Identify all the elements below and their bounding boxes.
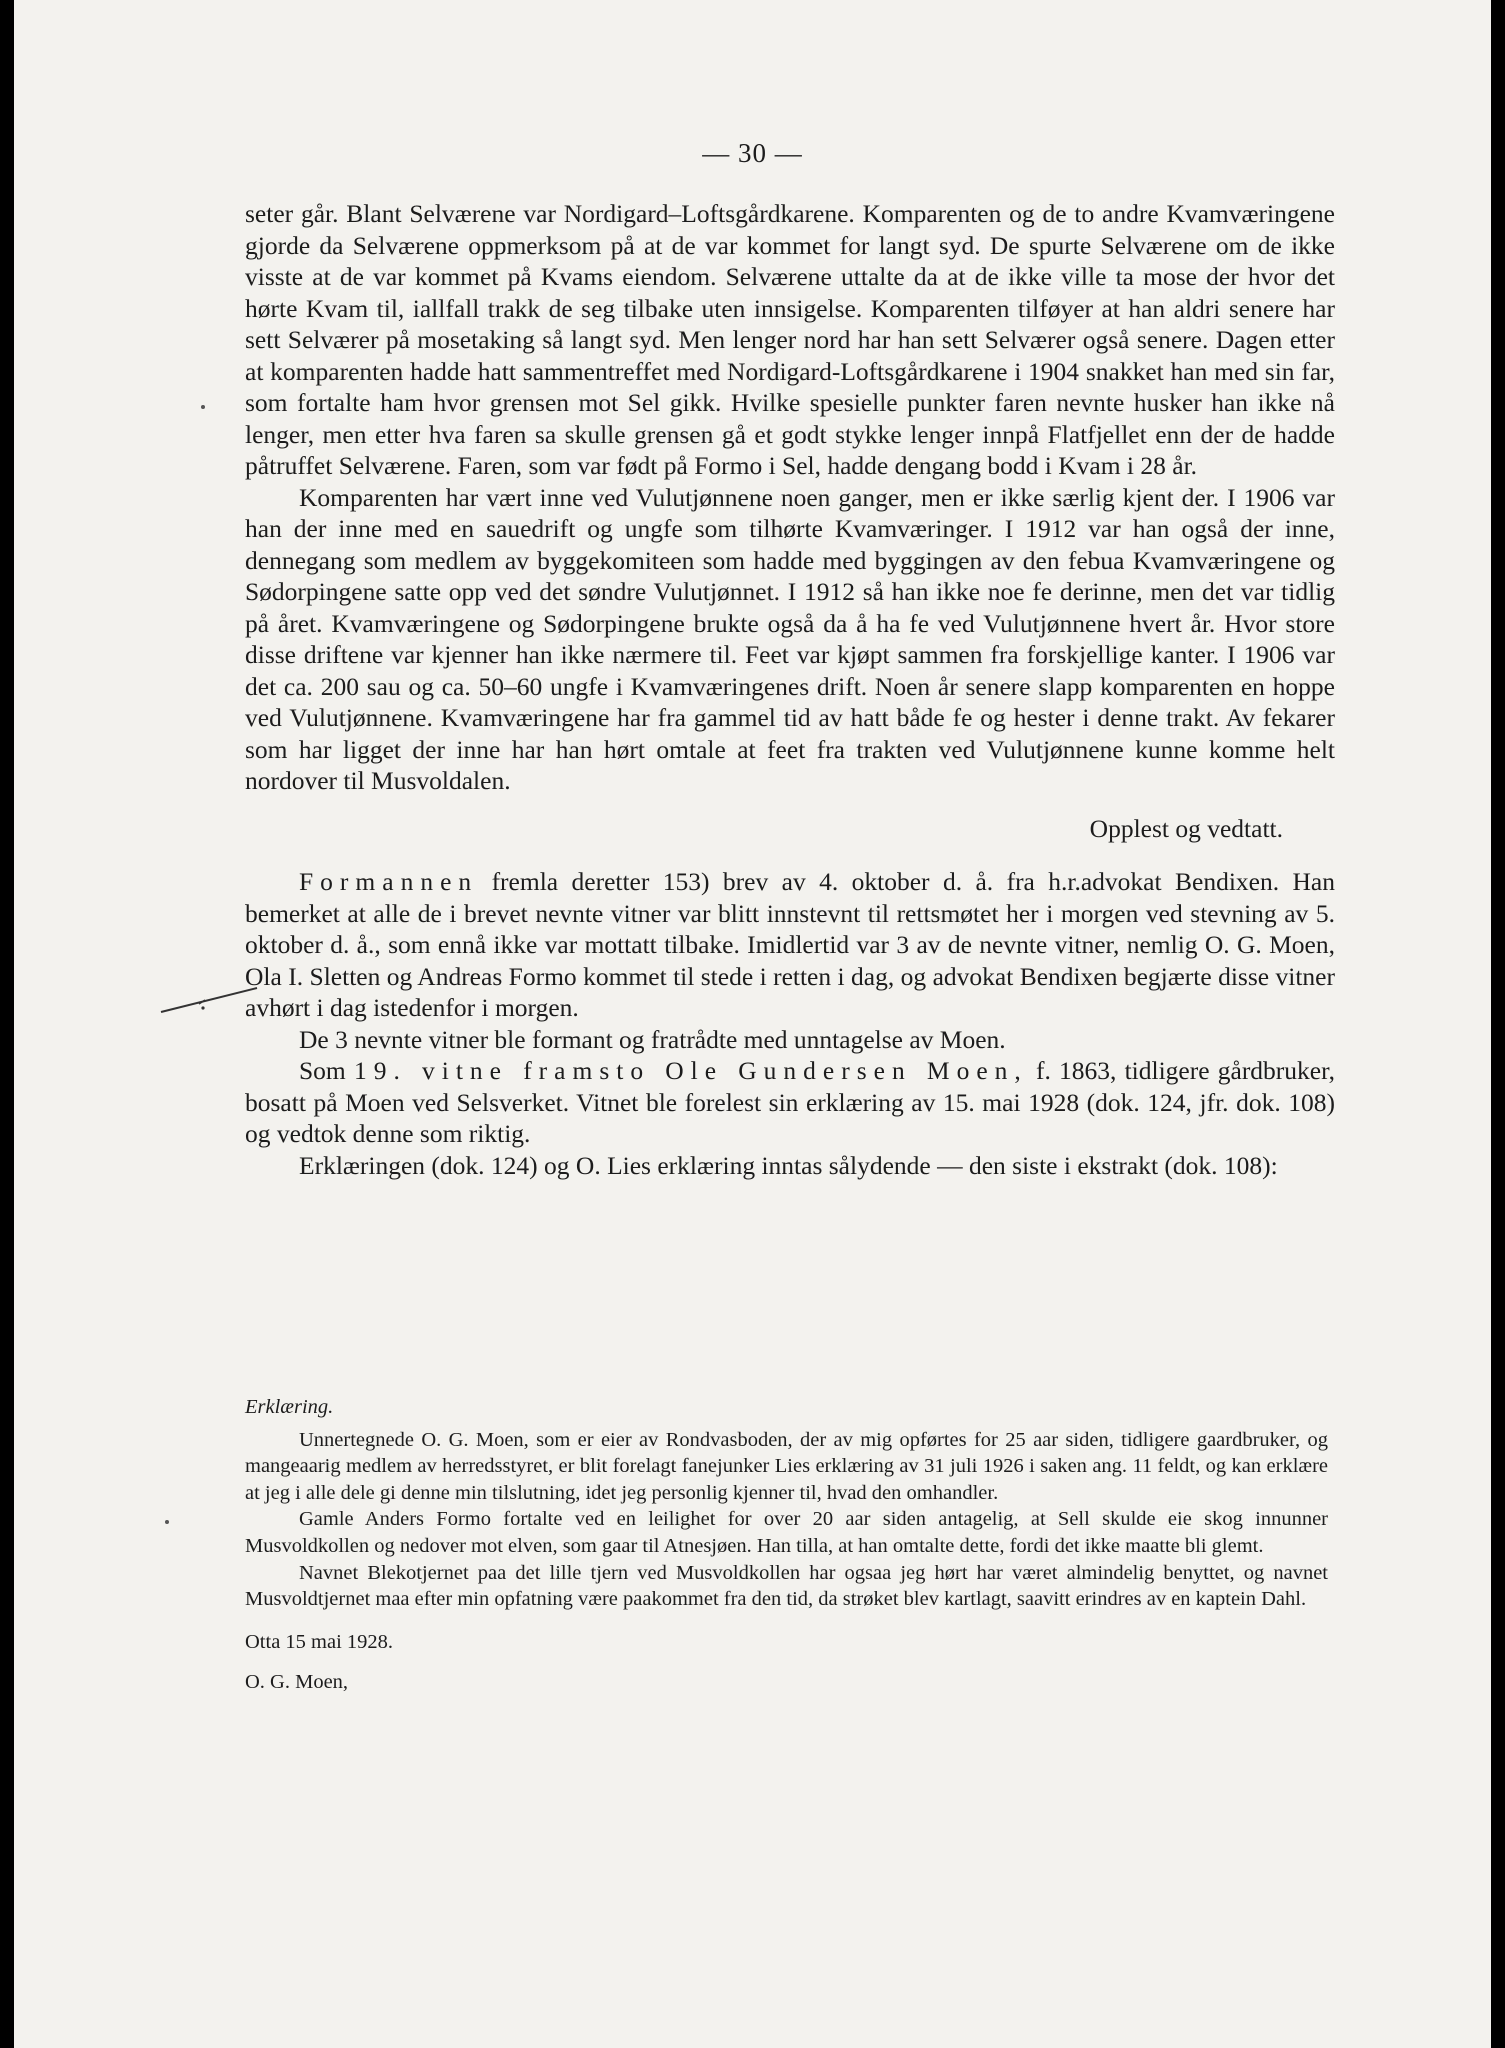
paragraph-witness xyxy=(245,1055,1335,1150)
margin-pen-mark xyxy=(159,986,259,1016)
declaration-block xyxy=(245,1394,1328,1696)
spaced-term: 19. vitne framsto Ole Gundersen Moen, xyxy=(353,1056,1028,1085)
document-page xyxy=(14,0,1491,2048)
closing-line: Opplest og vedtatt. xyxy=(1089,813,1283,843)
paragraph: Erklæringen (dok. 124) og O. Lies erklæring inntas sålydende — den siste i ekstrakt (dok. 108): xyxy=(299,1150,1278,1180)
paragraph-formannen xyxy=(245,866,1335,1024)
page-number: — 30 — xyxy=(702,138,803,168)
paragraph-text: Som xyxy=(299,1056,354,1085)
margin-speck xyxy=(201,405,205,409)
paragraph-text: f. 1863, tidligere gårdbruker, bosatt på Moen ved Selsverket. Vitnet ble forelest sin erklæring av 15. mai 1928 (dok. 124, jfr. dok. 108) og vedtok denne som riktig. xyxy=(245,1056,1335,1148)
signature: O. G. Moen, xyxy=(245,1671,349,1694)
spaced-term: Formannen xyxy=(299,867,479,896)
paragraph: Komparenten har vært inne ved Vulutjønnene noen ganger, men er ikke særlig kjent der. I 1906 var han der inne med en sauedrift og ungfe som tilhørte Kvamværinger. I 1912 var han også der inne, dennegang som medlem av byggekomiteen som hadde med byggingen av den febua Kvamværingene og Sødorpingene satte opp ved det søndre Vulutjønnet. I 1912 så han ikke noe fe derinne, men det var tidlig på året. Kvamværingene og Sødorpingene brukte også da å ha fe ved Vulutjønnene hvert år. Hvor store disse driftene var kjenner han ikke nærmere til. Feet var kjøpt sammen fra forskjellige kanter. I 1906 var det ca. 200 sau og ca. 50–60 ungfe i Kvamværingenes drift. Noen år senere slapp komparenten en hoppe ved Vulutjønnene. Kvamværingene har fra gammel tid av hatt både fe og hester i denne trakt. Av fekarer som har ligget der inne har han hørt omtale at feet fra trakten ved Vulutjønnene kunne komme helt nordover til Musvoldalen. xyxy=(245,482,1335,795)
paragraph-text: fremla deretter 153) brev av 4. oktober d. å. fra h.r.advokat Bendixen. Han bemerket at alle de i brevet nevnte vitner var blitt innstevnt til rettsmøtet her i morgen ved stevning av 5. oktober d. å., som ennå ikke var mottatt tilbake. Imidlertid var 3 av de nevnte vitner, nemlig O. G. Moen, Ola I. Sletten og Andreas Formo kommet til stede i retten i dag, og advokat Bendixen begjærte disse vitner avhørt i dag istedenfor i morgen. xyxy=(245,867,1335,1022)
declaration-paragraph: Gamle Anders Formo fortalte ved en leilighet for over 20 aar siden antagelig, at Sell skulde eie skog innunner Musvoldkollen og nedover mot elven, som gaar til Atnesjøen. Han tilla, at han omtalte dette, fordi det ikke maatte bli glemt. xyxy=(245,1508,1328,1557)
place-date: Otta 15 mai 1928. xyxy=(245,1630,394,1653)
paragraph: De 3 nevnte vitner ble formant og fratrådte med unntagelse av Moen. xyxy=(299,1024,1006,1054)
declaration-paragraph: Unnertegnede O. G. Moen, som er eier av Rondvasboden, der av mig opførtes for 25 aar siden, tidligere gaardbruker, og mangeaarig medlem av herredsstyret, er blit forelagt fanejunker Lies erklæring av 31 juli 1926 i saken ang. 11 feldt, og kan erklære at jeg i alle dele gi denne min tilslutning, idet jeg personlig kjenner til, hvad den omhandler. xyxy=(245,1428,1328,1504)
declaration-paragraph: Navnet Blekotjernet paa det lille tjern ved Musvoldkollen har ogsaa jeg hørt har været almindelig benyttet, og navnet Musvoldtjernet maa efter min opfatning være paakommet fra den tid, da strøket blev kartlagt, saavitt erindres av en kaptein Dahl. xyxy=(245,1561,1328,1611)
paragraph: seter går. Blant Selværene var Nordigard–Loftsgårdkarene. Komparenten og de to andre Kvamværingene gjorde da Selværene oppmerksom på at de var kommet for langt syd. De spurte Selværene om de ikke visste at de var kommet på Kvams eiendom. Selværene uttalte da at de ikke ville ta mose der hvor det hørte Kvam til, iallfall trakk de seg tilbake uten innsigelse. Komparenten tilføyer at han aldri senere har sett Selværer på mosetaking så langt syd. Men lenger nord har han sett Selværer også senere. Dagen etter at komparenten hadde hatt sammentreffet med Nordigard-Loftsgårdkarene i 1904 snakket han med sin far, som fortalte ham hvor grensen mot Sel gikk. Hvilke spesielle punkter faren nevnte husker han ikke nå lenger, men etter hva faren sa skulle grensen gå et godt stykke lenger innpå Flatfjellet enn der de hadde påtruffet Selværene. Faren, som var født på Formo i Sel, hadde dengang bodd i Kvam i 28 år. xyxy=(245,199,1335,480)
body-text xyxy=(245,198,1335,1181)
declaration-title: Erklæring. xyxy=(245,1396,334,1418)
margin-speck xyxy=(165,1520,169,1524)
